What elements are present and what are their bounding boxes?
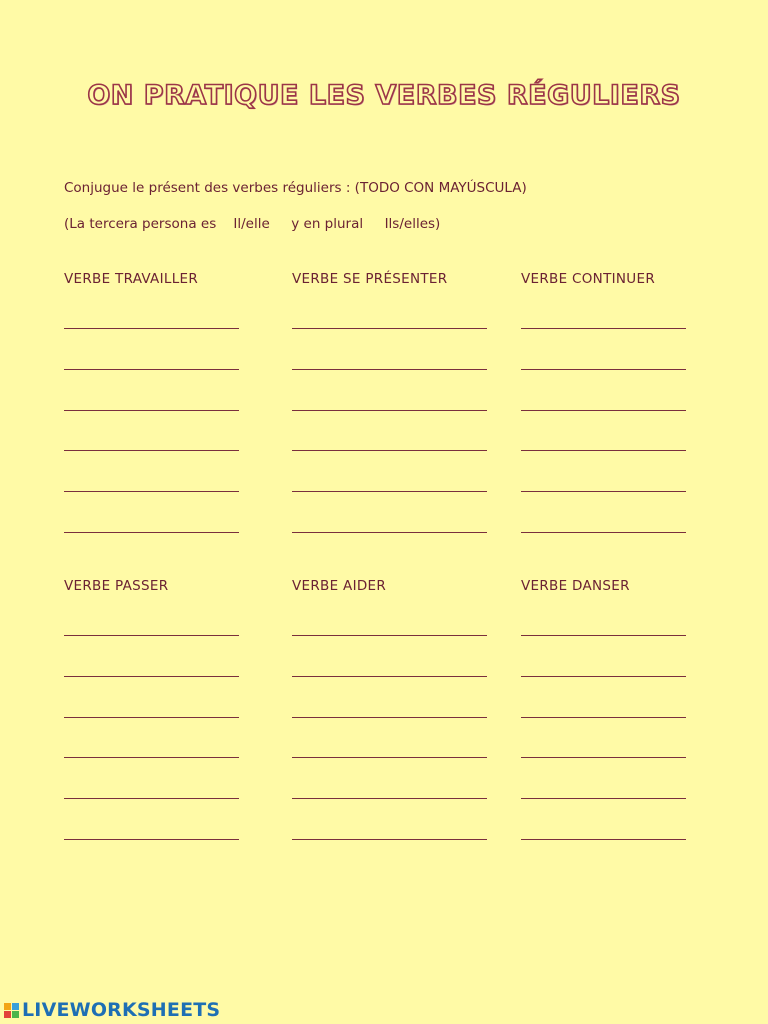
answer-line[interactable] [64,757,239,758]
answer-line[interactable] [521,410,686,411]
answer-line[interactable] [64,839,239,840]
verb-label-continuer: VERBE CONTINUER [521,271,655,287]
answer-line[interactable] [292,757,487,758]
answer-line[interactable] [521,328,686,329]
answer-line[interactable] [292,635,487,636]
answer-line[interactable] [521,839,686,840]
logo-text: LIVEWORKSHEETS [22,999,221,1021]
answer-line[interactable] [521,369,686,370]
answer-line[interactable] [292,328,487,329]
answer-line[interactable] [521,635,686,636]
verb-label-passer: VERBE PASSER [64,578,169,594]
instruction-line-1: Conjugue le présent des verbes réguliers : (TODO CON MAYÚSCULA) [64,180,527,196]
verb-label-travailler: VERBE TRAVAILLER [64,271,199,287]
answer-line[interactable] [292,532,487,533]
answer-line[interactable] [64,491,239,492]
answer-line[interactable] [64,532,239,533]
answer-line[interactable] [64,450,239,451]
answer-line[interactable] [292,798,487,799]
answer-line[interactable] [521,717,686,718]
answer-line[interactable] [292,410,487,411]
answer-line[interactable] [521,676,686,677]
answer-line[interactable] [64,676,239,677]
answer-line[interactable] [521,757,686,758]
footer-logo [4,998,220,1022]
answer-line[interactable] [64,369,239,370]
answer-line[interactable] [64,798,239,799]
answer-line[interactable] [292,450,487,451]
answer-line[interactable] [521,491,686,492]
verb-label-aider: VERBE AIDER [292,578,387,594]
answer-line[interactable] [64,717,239,718]
answer-line[interactable] [64,328,239,329]
answer-line[interactable] [292,717,487,718]
answer-line[interactable] [64,635,239,636]
answer-line[interactable] [292,676,487,677]
liveworksheets-logo-icon [4,1003,19,1018]
answer-line[interactable] [292,839,487,840]
answer-line[interactable] [292,491,487,492]
page-title: ON PRATIQUE LES VERBES RÉGULIERS [87,80,681,111]
answer-line[interactable] [521,532,686,533]
answer-line[interactable] [64,410,239,411]
verb-label-se-presenter: VERBE SE PRÉSENTER [292,271,448,287]
verb-label-danser: VERBE DANSER [521,578,630,594]
instruction-line-2: (La tercera persona es Il/elle y en plural Ils/elles) [64,216,441,232]
answer-line[interactable] [521,798,686,799]
answer-line[interactable] [521,450,686,451]
answer-line[interactable] [292,369,487,370]
